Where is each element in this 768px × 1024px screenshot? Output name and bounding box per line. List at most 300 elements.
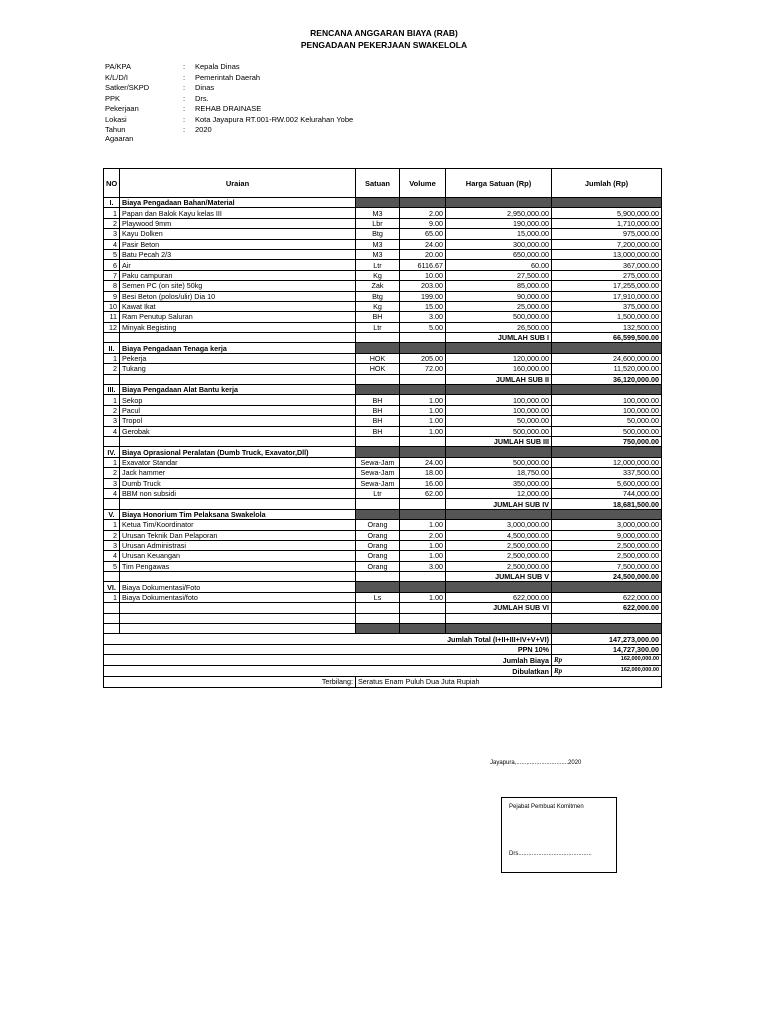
section-fill [552, 198, 662, 208]
section-row [104, 509, 662, 519]
table-row [104, 405, 662, 415]
blank-cell [552, 624, 662, 634]
item-harga: 120,000.00 [446, 353, 552, 363]
item-no: 8 [104, 281, 120, 291]
item-satuan: Btg [356, 229, 400, 239]
section-title: Biaya Honorium Tim Pelaksana Swakelola [120, 509, 356, 519]
item-no: 4 [104, 239, 120, 249]
item-satuan: Sewa-Jam [356, 478, 400, 488]
item-uraian: Pacul [120, 405, 356, 415]
item-jumlah: 2,500,000.00 [552, 540, 662, 550]
item-uraian: Exavator Standar [120, 457, 356, 467]
item-harga: 26,500.00 [446, 322, 552, 332]
section-row [104, 385, 662, 395]
item-harga: 300,000.00 [446, 239, 552, 249]
section-fill [400, 385, 446, 395]
total-value-cell [552, 655, 662, 666]
table-row [104, 301, 662, 311]
item-satuan: HOK [356, 364, 400, 374]
section-row [104, 447, 662, 457]
info-key: Lokasi [105, 114, 127, 124]
table-row [104, 270, 662, 280]
item-satuan: M3 [356, 249, 400, 259]
item-harga: 500,000.00 [446, 312, 552, 322]
table-row [104, 457, 662, 467]
item-no: 1 [104, 457, 120, 467]
item-volume: 16.00 [400, 478, 446, 488]
table-row [104, 468, 662, 478]
item-uraian: Air [120, 260, 356, 270]
subtotal-value: 24,500,000.00 [552, 572, 662, 582]
info-separator: : [183, 62, 186, 71]
total-label: Jumlah Total (I+II+III+IV+V+VI) [104, 634, 552, 644]
item-jumlah: 7,200,000.00 [552, 239, 662, 249]
blank-row [104, 613, 662, 623]
subtotal-blank [356, 333, 400, 343]
section-fill [552, 582, 662, 592]
subtotal-blank [120, 436, 356, 446]
section-no: I. [104, 198, 120, 208]
item-harga: 27,500.00 [446, 270, 552, 280]
total-value: 14,727,300.00 [613, 644, 659, 654]
section-title: Biaya Dokumentasi/Foto [120, 582, 356, 592]
table-row [104, 322, 662, 332]
section-fill [552, 447, 662, 457]
item-no: 6 [104, 260, 120, 270]
item-jumlah: 622,000.00 [552, 592, 662, 602]
item-harga: 90,000.00 [446, 291, 552, 301]
col-volume-header: Volume [400, 169, 446, 198]
col-uraian-header: Uraian [120, 169, 356, 198]
item-uraian: BBM non subsidi [120, 488, 356, 498]
info-value: Kepala Dinas [195, 62, 240, 71]
subtotal-value: 36,120,000.00 [552, 374, 662, 384]
info-value: 2020 [195, 125, 212, 134]
blank-cell [446, 613, 552, 623]
item-uraian: Tim Pengawas [120, 561, 356, 571]
item-harga: 650,000.00 [446, 249, 552, 259]
subtotal-row [104, 572, 662, 582]
table-row [104, 551, 662, 561]
item-harga: 100,000.00 [446, 395, 552, 405]
blank-cell [104, 624, 120, 634]
total-value-cell [552, 666, 662, 677]
doc-subtitle: PENGADAAN PEKERJAAN SWAKELOLA [300, 40, 468, 50]
item-uraian: Kawat Ikat [120, 301, 356, 311]
subtotal-label: JUMLAH SUB II [446, 374, 552, 384]
subtotal-label: JUMLAH SUB III [446, 436, 552, 446]
signature-box [501, 797, 617, 873]
info-separator: : [183, 83, 186, 92]
item-jumlah: 7,500,000.00 [552, 561, 662, 571]
total-label: PPN 10% [104, 644, 552, 654]
info-separator: : [183, 125, 186, 134]
item-volume: 72.00 [400, 364, 446, 374]
section-fill [552, 385, 662, 395]
item-satuan: Btg [356, 291, 400, 301]
total-row [104, 666, 662, 677]
table-row [104, 592, 662, 602]
blank-cell [400, 613, 446, 623]
section-fill [356, 582, 400, 592]
item-satuan: Orang [356, 551, 400, 561]
table-row [104, 478, 662, 488]
section-row [104, 343, 662, 353]
subtotal-blank [120, 572, 356, 582]
place-date: Jayapura,......,........................2020 [490, 760, 582, 766]
signer-name: Drs............................................ [509, 851, 592, 857]
blank-cell [400, 624, 446, 634]
item-uraian: Urusan Teknik Dan Pelaporan [120, 530, 356, 540]
item-harga: 3,000,000.00 [446, 520, 552, 530]
item-satuan: BH [356, 426, 400, 436]
subtotal-blank [356, 572, 400, 582]
item-no: 1 [104, 520, 120, 530]
item-jumlah: 100,000.00 [552, 405, 662, 415]
item-no: 3 [104, 416, 120, 426]
item-no: 4 [104, 488, 120, 498]
item-uraian: Jack hammer [120, 468, 356, 478]
item-no: 11 [104, 312, 120, 322]
table-row [104, 395, 662, 405]
info-key: Tahun Agaaran [105, 125, 134, 143]
item-uraian: Ketua Tim/Koordinator [120, 520, 356, 530]
item-satuan: Kg [356, 301, 400, 311]
item-harga: 2,950,000.00 [446, 208, 552, 218]
table-header-row [104, 169, 662, 198]
item-satuan: Orang [356, 561, 400, 571]
item-uraian: Pasir Beton [120, 239, 356, 249]
table-row [104, 229, 662, 239]
section-title: Biaya Oprasional Peralatan (Dumb Truck, Exavator,Dll) [120, 447, 356, 457]
item-harga: 85,000.00 [446, 281, 552, 291]
section-no: IV. [104, 447, 120, 457]
info-key: PA/KPA [105, 62, 131, 71]
item-harga: 160,000.00 [446, 364, 552, 374]
section-no: II. [104, 343, 120, 353]
doc-title: RENCANA ANGGARAN BIAYA (RAB) [310, 28, 458, 38]
item-no: 2 [104, 530, 120, 540]
item-jumlah: 9,000,000.00 [552, 530, 662, 540]
item-satuan: Ltr [356, 322, 400, 332]
item-uraian: Batu Pecah 2/3 [120, 249, 356, 259]
table-row [104, 364, 662, 374]
item-jumlah: 132,500.00 [552, 322, 662, 332]
info-value: Drs. [195, 93, 209, 103]
item-no: 1 [104, 208, 120, 218]
item-harga: 18,750.00 [446, 468, 552, 478]
subtotal-row [104, 436, 662, 446]
subtotal-blank [400, 572, 446, 582]
section-fill [446, 509, 552, 519]
item-jumlah: 100,000.00 [552, 395, 662, 405]
item-volume: 10.00 [400, 270, 446, 280]
item-uraian: Papan dan Balok Kayu kelas III [120, 208, 356, 218]
item-uraian: Sekop [120, 395, 356, 405]
section-fill [446, 447, 552, 457]
item-volume: 1.00 [400, 405, 446, 415]
info-key: PPK [105, 93, 121, 103]
item-volume: 199.00 [400, 291, 446, 301]
section-title: Biaya Pengadaan Bahan/Material [120, 198, 356, 208]
item-uraian: Paku campuran [120, 270, 356, 280]
section-no: VI. [104, 582, 120, 592]
section-fill [446, 385, 552, 395]
section-fill [446, 343, 552, 353]
table-row [104, 426, 662, 436]
item-no: 2 [104, 405, 120, 415]
info-value: Dinas [195, 83, 215, 92]
item-volume: 1.00 [400, 592, 446, 602]
subtotal-blank [400, 499, 446, 509]
subtotal-label: JUMLAH SUB IV [446, 499, 552, 509]
subtotal-value: 622,000.00 [552, 603, 662, 613]
total-row [104, 655, 662, 666]
item-no: 3 [104, 540, 120, 550]
section-fill [400, 198, 446, 208]
subtotal-row [104, 333, 662, 343]
item-no: 4 [104, 551, 120, 561]
table-row [104, 239, 662, 249]
subtotal-blank [120, 374, 356, 384]
item-volume: 65.00 [400, 229, 446, 239]
item-jumlah: 975,000.00 [552, 229, 662, 239]
item-volume: 3.00 [400, 312, 446, 322]
item-satuan: Ltr [356, 260, 400, 270]
subtotal-value: 750,000.00 [552, 436, 662, 446]
item-volume: 2.00 [400, 530, 446, 540]
subtotal-blank [120, 499, 356, 509]
item-jumlah: 5,600,000.00 [552, 478, 662, 488]
col-no-header: NO [104, 169, 120, 198]
item-satuan: BH [356, 312, 400, 322]
total-value: 162,000,000.00 [620, 656, 659, 663]
subtotal-value: 18,681,500.00 [552, 499, 662, 509]
item-uraian: Urusan Keuangan [120, 551, 356, 561]
item-volume: 24.00 [400, 239, 446, 249]
table-row [104, 312, 662, 322]
item-satuan: HOK [356, 353, 400, 363]
info-value: Kota Jayapura RT.001-RW.002 Kelurahan Yobe [195, 114, 354, 124]
rab-table [103, 168, 662, 688]
total-row [104, 634, 662, 644]
item-harga: 500,000.00 [446, 426, 552, 436]
item-satuan: M3 [356, 239, 400, 249]
col-harga-header: Harga Satuan (Rp) [446, 169, 552, 198]
item-harga: 4,500,000.00 [446, 530, 552, 540]
subtotal-row [104, 603, 662, 613]
subtotal-blank [104, 572, 120, 582]
total-value-cell [552, 644, 662, 654]
section-fill [552, 509, 662, 519]
subtotal-blank [400, 333, 446, 343]
item-uraian: Ram Penutup Saluran [120, 312, 356, 322]
item-no: 1 [104, 353, 120, 363]
item-volume: 1.00 [400, 416, 446, 426]
item-no: 3 [104, 229, 120, 239]
item-no: 10 [104, 301, 120, 311]
item-jumlah: 11,520,000.00 [552, 364, 662, 374]
subtotal-blank [120, 603, 356, 613]
item-volume: 5.00 [400, 322, 446, 332]
total-row [104, 644, 662, 654]
terbilang-row [104, 677, 662, 687]
blank-cell [120, 624, 356, 634]
section-no: III. [104, 385, 120, 395]
item-jumlah: 50,000.00 [552, 416, 662, 426]
item-uraian: Besi Beton (polos/ulir) Dia 10 [120, 291, 356, 301]
section-fill [400, 447, 446, 457]
subtotal-value: 66,599,500.00 [552, 333, 662, 343]
item-no: 3 [104, 478, 120, 488]
col-satuan-header: Satuan [356, 169, 400, 198]
section-fill [356, 343, 400, 353]
item-volume: 15.00 [400, 301, 446, 311]
subtotal-blank [120, 333, 356, 343]
item-jumlah: 744,000.00 [552, 488, 662, 498]
item-uraian: Biaya Dokumentasi/foto [120, 592, 356, 602]
item-volume: 1.00 [400, 395, 446, 405]
subtotal-blank [104, 499, 120, 509]
item-no: 7 [104, 270, 120, 280]
total-value: 162,000,000.00 [620, 667, 659, 674]
blank-cell [356, 613, 400, 623]
subtotal-blank [356, 374, 400, 384]
col-jumlah-header: Jumlah (Rp) [552, 169, 662, 198]
table-row [104, 353, 662, 363]
item-uraian: Tropol [120, 416, 356, 426]
item-satuan: Ls [356, 592, 400, 602]
item-jumlah: 500,000.00 [552, 426, 662, 436]
item-harga: 2,500,000.00 [446, 540, 552, 550]
item-harga: 2,500,000.00 [446, 551, 552, 561]
table-row [104, 416, 662, 426]
item-uraian: Gerobak [120, 426, 356, 436]
item-volume: 20.00 [400, 249, 446, 259]
item-harga: 500,000.00 [446, 457, 552, 467]
item-volume: 9.00 [400, 218, 446, 228]
info-key: Satker/SKPD [105, 83, 150, 92]
subtotal-blank [104, 436, 120, 446]
item-harga: 350,000.00 [446, 478, 552, 488]
item-satuan: Orang [356, 520, 400, 530]
item-satuan: Zak [356, 281, 400, 291]
item-uraian: Tukang [120, 364, 356, 374]
item-satuan: Kg [356, 270, 400, 280]
item-satuan: Ltr [356, 488, 400, 498]
item-harga: 60.00 [446, 260, 552, 270]
info-separator: : [183, 114, 186, 124]
item-harga: 25,000.00 [446, 301, 552, 311]
item-harga: 622,000.00 [446, 592, 552, 602]
info-separator: : [183, 93, 186, 103]
item-satuan: BH [356, 405, 400, 415]
subtotal-blank [356, 499, 400, 509]
item-no: 2 [104, 468, 120, 478]
item-volume: 2.00 [400, 208, 446, 218]
section-fill [446, 198, 552, 208]
item-jumlah: 2,500,000.00 [552, 551, 662, 561]
subtotal-blank [400, 603, 446, 613]
item-satuan: Orang [356, 540, 400, 550]
item-no: 2 [104, 364, 120, 374]
item-no: 9 [104, 291, 120, 301]
info-value: Pemerintah Daerah [195, 72, 261, 82]
table-row [104, 291, 662, 301]
subtotal-label: JUMLAH SUB I [446, 333, 552, 343]
section-fill [356, 509, 400, 519]
item-uraian: Playwood 9mm [120, 218, 356, 228]
total-value-cell [552, 634, 662, 644]
section-title: Biaya Pengadaan Tenaga kerja [120, 343, 356, 353]
table-row [104, 520, 662, 530]
item-no: 5 [104, 249, 120, 259]
table-row [104, 260, 662, 270]
info-separator: : [183, 104, 186, 113]
currency-symbol: Rp [554, 656, 563, 665]
item-jumlah: 13,000,000.00 [552, 249, 662, 259]
info-separator: : [183, 72, 186, 82]
item-volume: 62.00 [400, 488, 446, 498]
item-volume: 18.00 [400, 468, 446, 478]
section-fill [400, 509, 446, 519]
item-volume: 203.00 [400, 281, 446, 291]
item-jumlah: 1,710,000.00 [552, 218, 662, 228]
item-uraian: Kayu Dolken [120, 229, 356, 239]
item-no: 4 [104, 426, 120, 436]
subtotal-blank [356, 603, 400, 613]
section-fill [400, 343, 446, 353]
section-no: V. [104, 509, 120, 519]
item-volume: 1.00 [400, 540, 446, 550]
item-jumlah: 337,500.00 [552, 468, 662, 478]
item-jumlah: 1,500,000.00 [552, 312, 662, 322]
item-jumlah: 5,900,000.00 [552, 208, 662, 218]
blank-cell [104, 613, 120, 623]
subtotal-label: JUMLAH SUB VI [446, 603, 552, 613]
section-fill [356, 198, 400, 208]
subtotal-blank [104, 374, 120, 384]
info-key: K/L/D/I [105, 72, 128, 82]
item-no: 1 [104, 592, 120, 602]
section-fill [400, 582, 446, 592]
item-jumlah: 375,000.00 [552, 301, 662, 311]
item-volume: 3.00 [400, 561, 446, 571]
subtotal-row [104, 374, 662, 384]
item-harga: 100,000.00 [446, 405, 552, 415]
table-row [104, 208, 662, 218]
item-satuan: BH [356, 395, 400, 405]
item-harga: 12,000.00 [446, 488, 552, 498]
info-value: REHAB DRAINASE [195, 104, 262, 113]
blank-cell [120, 613, 356, 623]
total-label: Dibulatkan [104, 666, 552, 677]
item-satuan: M3 [356, 208, 400, 218]
subtotal-row [104, 499, 662, 509]
item-uraian: Urusan Administrasi [120, 540, 356, 550]
item-jumlah: 17,910,000.00 [552, 291, 662, 301]
item-harga: 15,000.00 [446, 229, 552, 239]
subtotal-blank [104, 333, 120, 343]
item-volume: 24.00 [400, 457, 446, 467]
subtotal-blank [400, 374, 446, 384]
info-key: Pekerjaan [105, 104, 139, 113]
item-satuan: Lbr [356, 218, 400, 228]
section-title: Biaya Pengadaan Alat Bantu kerja [120, 385, 356, 395]
item-volume: 1.00 [400, 520, 446, 530]
blank-cell [446, 624, 552, 634]
section-fill [446, 582, 552, 592]
